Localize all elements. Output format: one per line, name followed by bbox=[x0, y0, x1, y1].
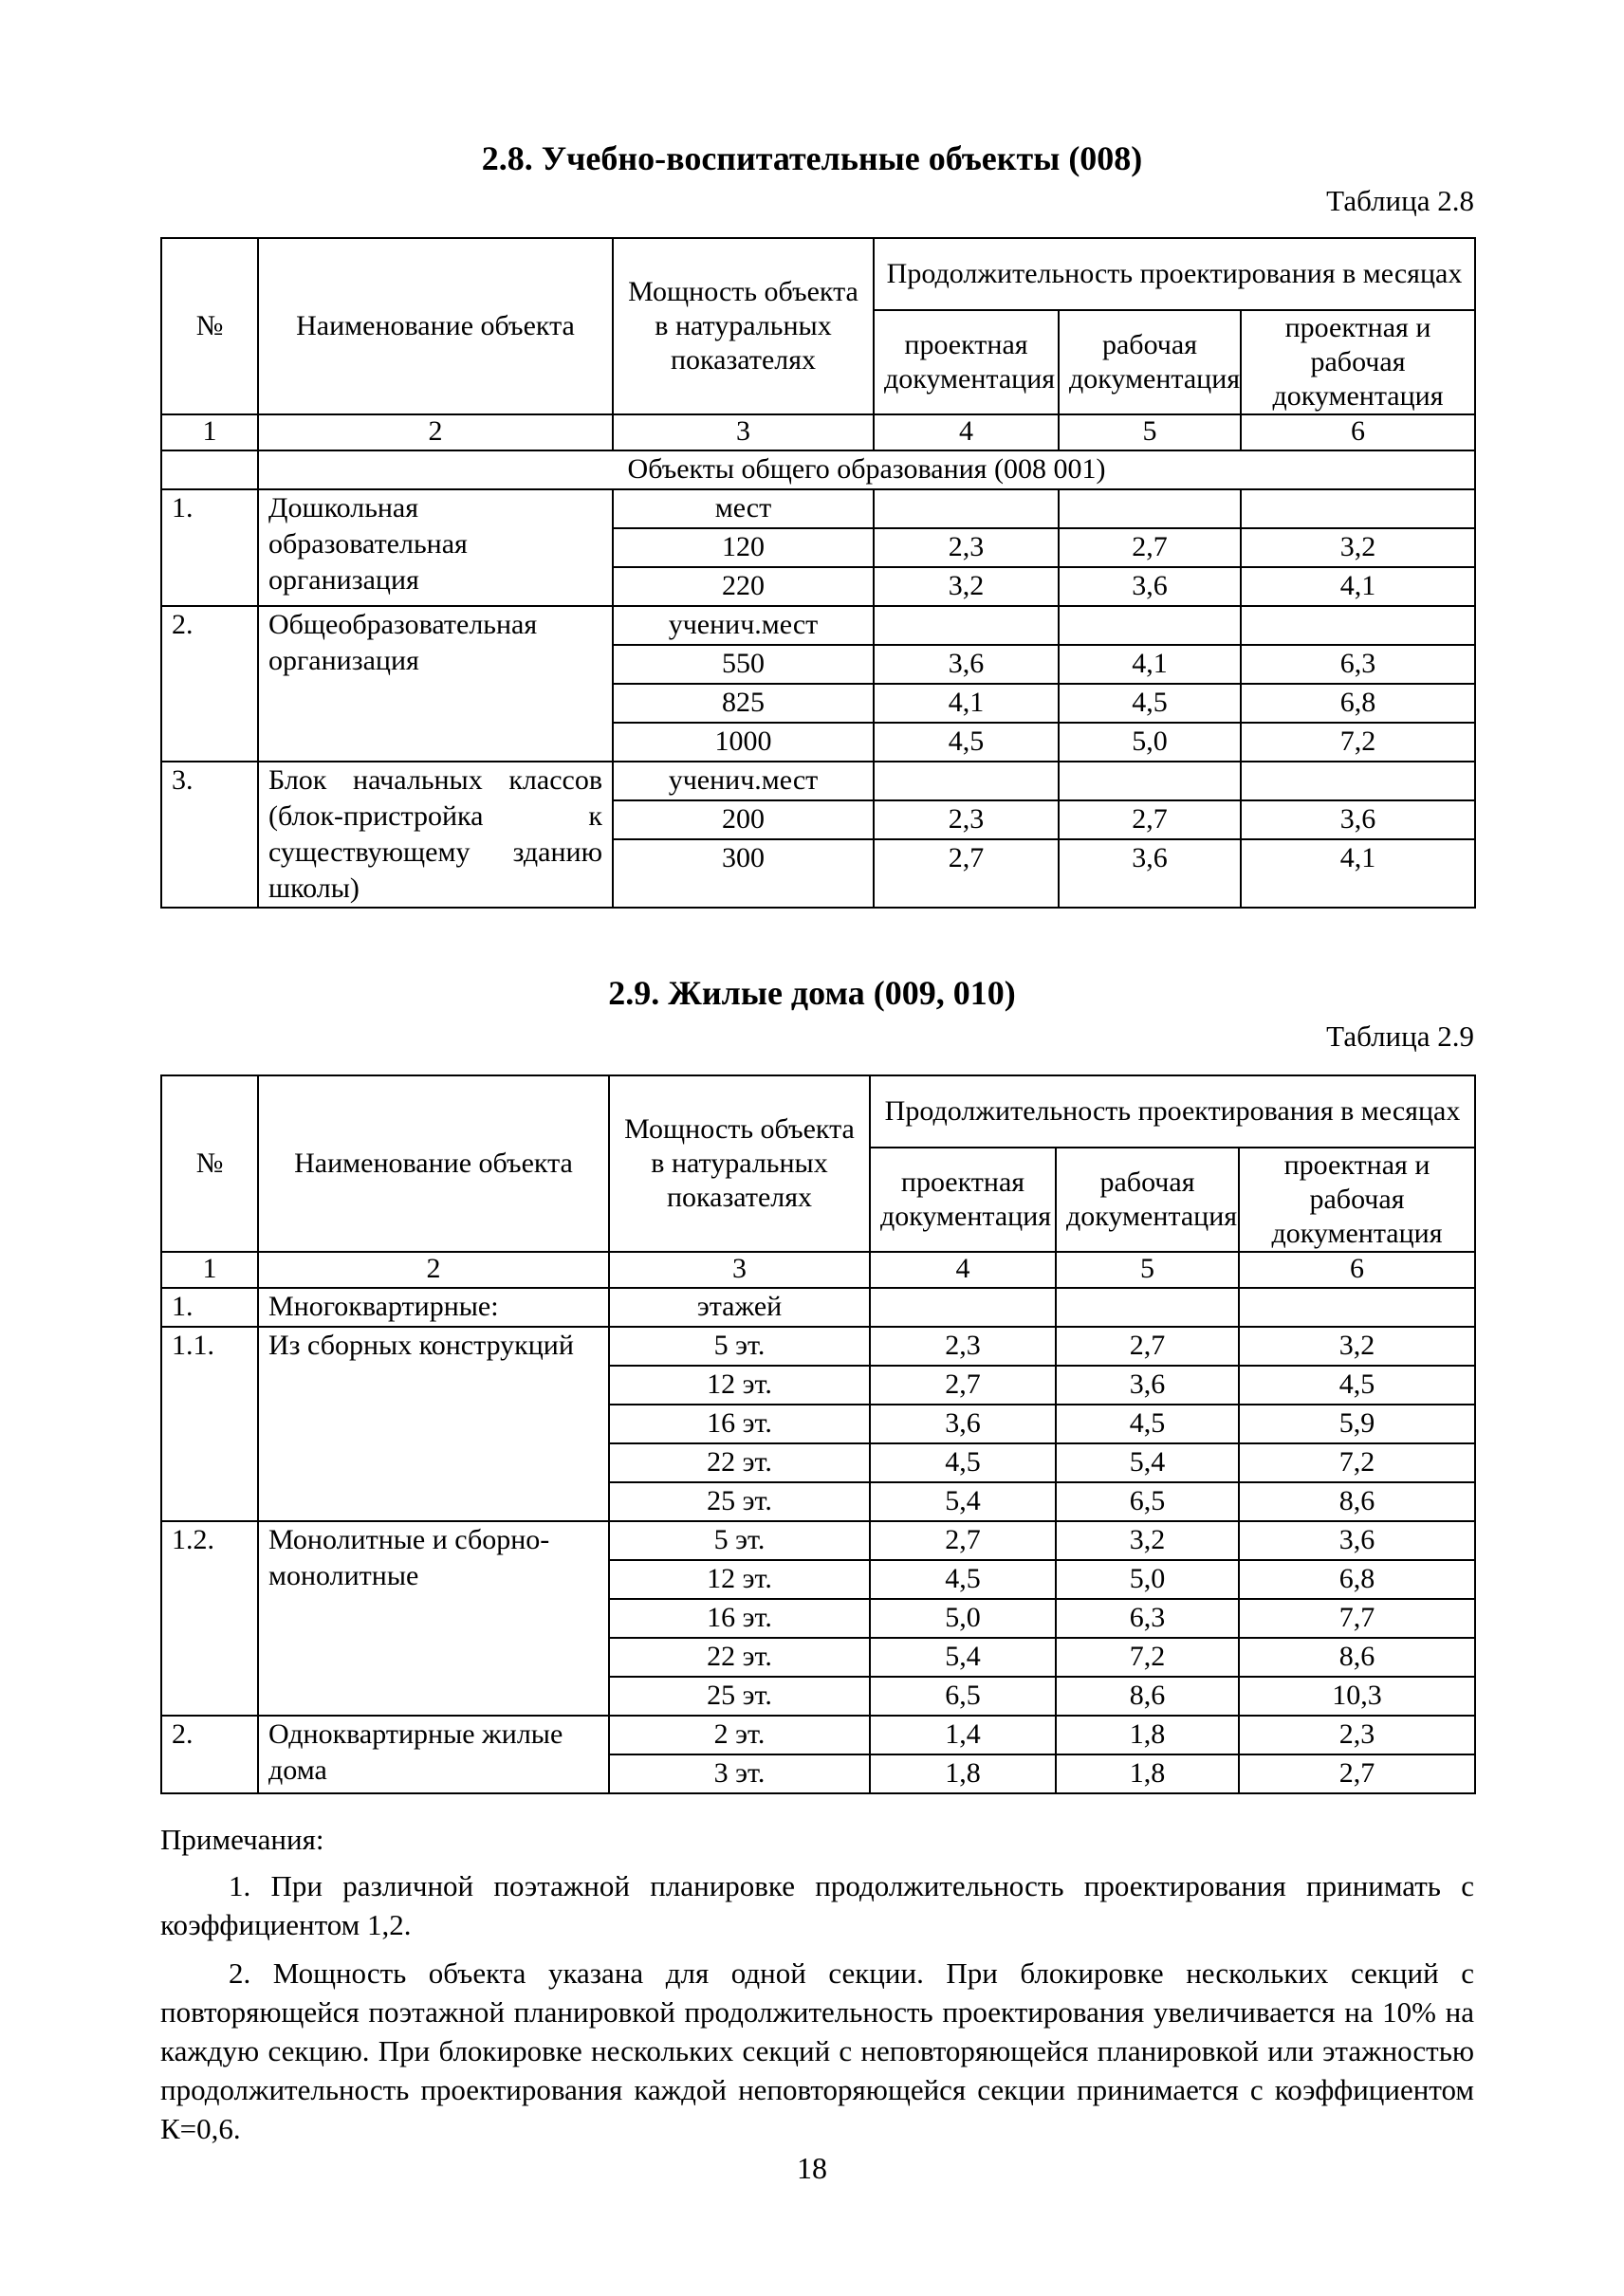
note-item: 2. Мощность объекта указана для одной секции. При блокировке нескольких секций с повторяющейся поэтажной планировкой продолжительность проектирования увеличивается на 10% на каждую секцию. При блокировке нескольких секций с неповторяющейся планировкой или этажностью продолжительность проектирования каждой неповторяющейся секции принимается с коэффициентом К=0,6. bbox=[160, 1956, 1474, 2145]
capacity: 25 эт. bbox=[609, 1482, 870, 1521]
object-name: Дошкольная образовательная организация bbox=[258, 489, 613, 606]
capacity: 22 эт. bbox=[609, 1638, 870, 1677]
value-proj: 3,2 bbox=[874, 567, 1059, 606]
header-num: № bbox=[161, 1075, 258, 1252]
table-row bbox=[161, 606, 1475, 645]
value-work: 3,6 bbox=[1059, 839, 1241, 908]
value-proj: 2,3 bbox=[870, 1327, 1056, 1366]
table-row bbox=[161, 1288, 1475, 1327]
capacity: 200 bbox=[613, 800, 874, 839]
capacity: 300 bbox=[613, 839, 874, 908]
value-work: 4,1 bbox=[1059, 645, 1241, 684]
table-2-9 bbox=[160, 1075, 1476, 1794]
value-proj: 4,1 bbox=[874, 684, 1059, 723]
colnum: 3 bbox=[609, 1252, 870, 1288]
value-work: 3,2 bbox=[1056, 1521, 1239, 1560]
capacity: 220 bbox=[613, 567, 874, 606]
header-name: Наименование объекта bbox=[258, 238, 613, 414]
value-work: 4,5 bbox=[1059, 684, 1241, 723]
table-caption-2-9: Таблица 2.9 bbox=[1326, 1019, 1474, 1053]
note-item: 1. При различной поэтажной планировке продолжительность проектирования принимать с коэффициентом 1,2. bbox=[160, 1869, 1474, 1941]
capacity: 825 bbox=[613, 684, 874, 723]
header-work: рабочая документация bbox=[1059, 310, 1241, 414]
object-name: Блок начальных классов (блок-пристройка к существующему зданию школы) bbox=[258, 762, 613, 908]
object-name: Одноквартирные жилые дома bbox=[258, 1716, 609, 1793]
colnum: 4 bbox=[874, 414, 1059, 450]
capacity: 5 эт. bbox=[609, 1521, 870, 1560]
section-title-2-8: 2.8. Учебно-воспитательные объекты (008) bbox=[481, 139, 1143, 177]
unit: этажей bbox=[609, 1288, 870, 1327]
value-proj: 5,0 bbox=[870, 1599, 1056, 1638]
unit: ученич.мест bbox=[613, 606, 874, 645]
colnum: 2 bbox=[258, 414, 613, 450]
value-work: 2,7 bbox=[1056, 1327, 1239, 1366]
header-proj: проектная документация bbox=[874, 310, 1059, 414]
value-proj: 2,7 bbox=[874, 839, 1059, 908]
value-proj: 3,6 bbox=[870, 1405, 1056, 1443]
value-proj: 2,7 bbox=[870, 1521, 1056, 1560]
value-work: 1,8 bbox=[1056, 1754, 1239, 1793]
capacity: 16 эт. bbox=[609, 1405, 870, 1443]
value-both: 7,2 bbox=[1239, 1443, 1475, 1482]
value-proj: 2,3 bbox=[874, 528, 1059, 567]
header-work: рабочая документация bbox=[1056, 1148, 1239, 1252]
colnum: 3 bbox=[613, 414, 874, 450]
header-proj: проектная документация bbox=[870, 1148, 1056, 1252]
header-name: Наименование объекта bbox=[258, 1075, 609, 1252]
value-both: 4,1 bbox=[1241, 567, 1475, 606]
value-proj: 2,7 bbox=[870, 1366, 1056, 1405]
value-work: 4,5 bbox=[1056, 1405, 1239, 1443]
row-num: 1.1. bbox=[161, 1327, 258, 1521]
value-both: 3,2 bbox=[1241, 528, 1475, 567]
value-proj: 2,3 bbox=[874, 800, 1059, 839]
value-both: 8,6 bbox=[1239, 1638, 1475, 1677]
value-proj: 1,8 bbox=[870, 1754, 1056, 1793]
header-both: проектная и рабочая документация bbox=[1241, 310, 1475, 414]
value-proj: 6,5 bbox=[870, 1677, 1056, 1716]
value-proj: 3,6 bbox=[874, 645, 1059, 684]
colnum: 5 bbox=[1056, 1252, 1239, 1288]
header-power: Мощность объекта в натуральных показателях bbox=[609, 1075, 870, 1252]
colnum: 2 bbox=[258, 1252, 609, 1288]
capacity: 25 эт. bbox=[609, 1677, 870, 1716]
value-work: 5,0 bbox=[1059, 723, 1241, 762]
unit: мест bbox=[613, 489, 874, 528]
value-both: 8,6 bbox=[1239, 1482, 1475, 1521]
table-row bbox=[161, 1716, 1475, 1754]
value-both: 3,6 bbox=[1239, 1521, 1475, 1560]
capacity: 2 эт. bbox=[609, 1716, 870, 1754]
value-both: 5,9 bbox=[1239, 1405, 1475, 1443]
colnum: 1 bbox=[161, 414, 258, 450]
unit: ученич.мест bbox=[613, 762, 874, 800]
group-title: Объекты общего образования (008 001) bbox=[258, 450, 1475, 489]
capacity: 22 эт. bbox=[609, 1443, 870, 1482]
capacity: 5 эт. bbox=[609, 1327, 870, 1366]
value-work: 3,6 bbox=[1059, 567, 1241, 606]
header-num: № bbox=[161, 238, 258, 414]
notes-heading: Примечания: bbox=[160, 1823, 324, 1856]
object-name: Монолитные и сборно-монолитные bbox=[258, 1521, 609, 1716]
colnum: 1 bbox=[161, 1252, 258, 1288]
colnum: 6 bbox=[1239, 1252, 1475, 1288]
value-work: 2,7 bbox=[1059, 800, 1241, 839]
header-duration: Продолжительность проектирования в месяцах bbox=[870, 1075, 1475, 1148]
colnum: 5 bbox=[1059, 414, 1241, 450]
object-name: Из сборных конструкций bbox=[258, 1327, 609, 1521]
table-row bbox=[161, 489, 1475, 528]
row-num: 3. bbox=[161, 762, 258, 908]
value-work: 3,6 bbox=[1056, 1366, 1239, 1405]
capacity: 550 bbox=[613, 645, 874, 684]
value-work: 7,2 bbox=[1056, 1638, 1239, 1677]
value-both: 6,3 bbox=[1241, 645, 1475, 684]
capacity: 16 эт. bbox=[609, 1599, 870, 1638]
value-work: 8,6 bbox=[1056, 1677, 1239, 1716]
capacity: 12 эт. bbox=[609, 1560, 870, 1599]
table-row bbox=[161, 1521, 1475, 1560]
colnum: 4 bbox=[870, 1252, 1056, 1288]
value-proj: 5,4 bbox=[870, 1482, 1056, 1521]
value-both: 6,8 bbox=[1239, 1560, 1475, 1599]
value-work: 5,4 bbox=[1056, 1443, 1239, 1482]
value-both: 7,7 bbox=[1239, 1599, 1475, 1638]
row-num: 1. bbox=[161, 1288, 258, 1327]
object-name: Многоквартирные: bbox=[258, 1288, 609, 1327]
capacity: 3 эт. bbox=[609, 1754, 870, 1793]
value-work: 1,8 bbox=[1056, 1716, 1239, 1754]
column-number-row bbox=[161, 1252, 1475, 1288]
capacity: 1000 bbox=[613, 723, 874, 762]
section-title-2-9: 2.9. Жилые дома (009, 010) bbox=[608, 974, 1016, 1012]
table-row bbox=[161, 1327, 1475, 1366]
value-both: 4,1 bbox=[1241, 839, 1475, 908]
page-number: 18 bbox=[797, 2151, 827, 2185]
value-both: 4,5 bbox=[1239, 1366, 1475, 1405]
table-caption-2-8: Таблица 2.8 bbox=[1326, 184, 1474, 217]
capacity: 12 эт. bbox=[609, 1366, 870, 1405]
value-proj: 5,4 bbox=[870, 1638, 1056, 1677]
capacity: 120 bbox=[613, 528, 874, 567]
value-proj: 1,4 bbox=[870, 1716, 1056, 1754]
value-proj: 4,5 bbox=[870, 1443, 1056, 1482]
value-work: 5,0 bbox=[1056, 1560, 1239, 1599]
column-number-row bbox=[161, 414, 1475, 450]
table-2-8 bbox=[160, 237, 1476, 909]
row-num: 1.2. bbox=[161, 1521, 258, 1716]
notes bbox=[160, 1820, 1474, 2148]
value-both: 3,6 bbox=[1241, 800, 1475, 839]
object-name: Общеобразовательная организация bbox=[258, 606, 613, 762]
value-both: 7,2 bbox=[1241, 723, 1475, 762]
row-num: 1. bbox=[161, 489, 258, 606]
value-both: 2,7 bbox=[1239, 1754, 1475, 1793]
header-duration: Продолжительность проектирования в месяцах bbox=[874, 238, 1475, 310]
value-proj: 4,5 bbox=[874, 723, 1059, 762]
table-row bbox=[161, 762, 1475, 800]
value-proj: 4,5 bbox=[870, 1560, 1056, 1599]
value-work: 2,7 bbox=[1059, 528, 1241, 567]
group-row bbox=[161, 450, 1475, 489]
value-both: 2,3 bbox=[1239, 1716, 1475, 1754]
value-both: 3,2 bbox=[1239, 1327, 1475, 1366]
value-work: 6,3 bbox=[1056, 1599, 1239, 1638]
header-both: проектная и рабочая документация bbox=[1239, 1148, 1475, 1252]
value-both: 6,8 bbox=[1241, 684, 1475, 723]
colnum: 6 bbox=[1241, 414, 1475, 450]
header-power: Мощность объекта в натуральных показателях bbox=[613, 238, 874, 414]
row-num: 2. bbox=[161, 606, 258, 762]
value-work: 6,5 bbox=[1056, 1482, 1239, 1521]
value-both: 10,3 bbox=[1239, 1677, 1475, 1716]
row-num: 2. bbox=[161, 1716, 258, 1793]
